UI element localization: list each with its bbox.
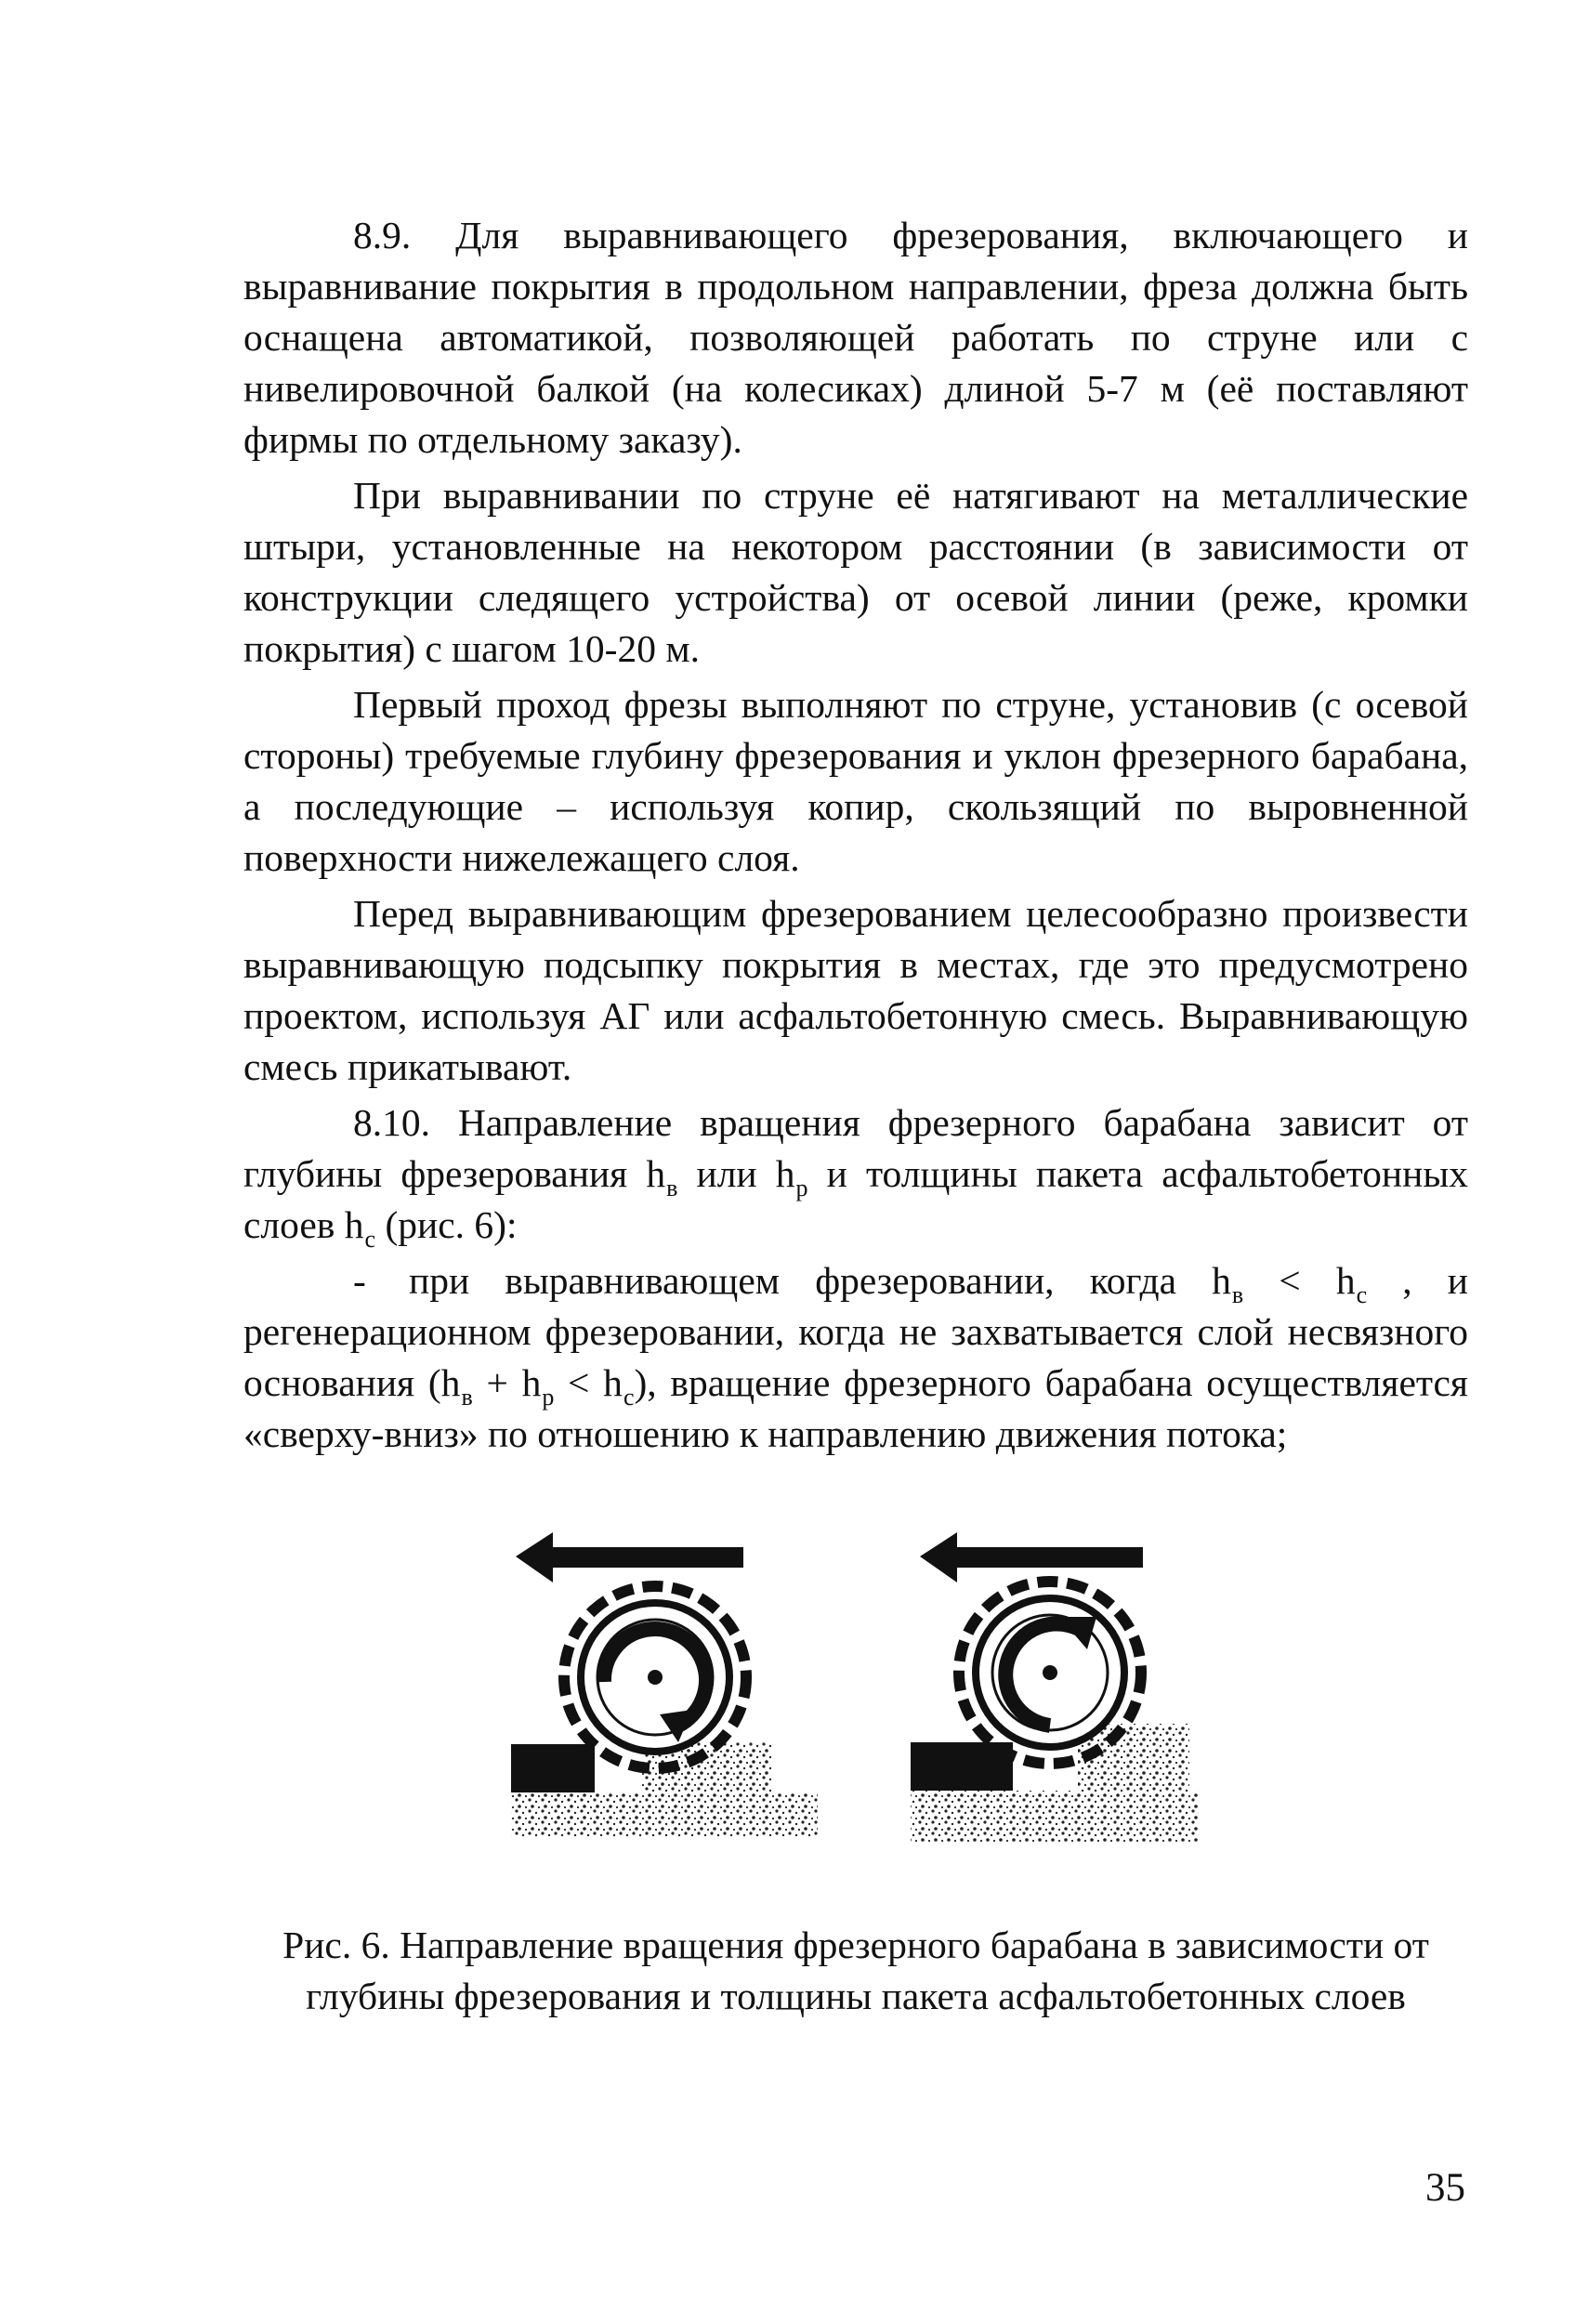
asphalt-layer	[511, 1744, 595, 1792]
direction-arrow-left-icon	[920, 1532, 1143, 1582]
paragraph-8-9: 8.9. Для выравнивающего фрезерования, включающего и выравнивание покрытия в продольном направлении, фреза должна быть оснащена автоматикой, позволяющей работать по струне или с нивелировочной балкой (на колесиках) длиной 5-7 м (её поставляют фирмы по отдельному заказу).	[243, 214, 1468, 461]
base-layer	[511, 1792, 818, 1837]
figure-caption: Рис. 6. Направление вращения фрезерного барабана в зависимости от глубины фрезерования и толщины пакета асфальтобетонных слоев	[282, 1924, 1429, 2017]
figure-6-milling-drum-rotation	[502, 1519, 1301, 1863]
drum-downcut	[511, 1532, 818, 1837]
milling-drum-icon	[959, 1582, 1141, 1764]
paragraph-leveling-fill: Перед выравнивающим фрезерованием целесообразно произвести выравнивающую подсыпку покрытия в местах, где это предусмотрено проектом, используя АГ или асфальтобетонную смесь. Выравнивающую смесь прикатывают.	[243, 892, 1468, 1088]
direction-arrow-left-icon	[516, 1532, 743, 1582]
paragraph-first-pass: Первый проход фрезы выполняют по струне, установив (с осевой стороны) требуемые глубину фрезерования и уклон фрезерного барабана, а последующие – используя копир, скользящий по выровненной поверхности нижележащего слоя.	[243, 683, 1468, 879]
drum-upcut	[911, 1532, 1199, 1843]
paragraph-string-alignment: При выравнивании по струне её натягивают на металлические штыри, установленные на некотором расстоянии (в зависимости от конструкции следящего устройства) от осевой линии (реже, кромки покрытия) с шагом 10-20 м.	[243, 474, 1468, 670]
body-text	[243, 210, 1468, 1460]
paragraph-8-10: 8.10. Направление вращения фрезерного барабана зависит от глубины фрезерования $h_в$ или $h_р$ и толщины пакета асфальтобетонных слоев $h_с$ (рис. 6):	[243, 1101, 1468, 1253]
milling-drum-icon	[564, 1586, 746, 1768]
list-item-downcut-rotation: - при выравнивающем фрезеровании, когда $h_в < h_с$ , и регенерационном фрезеровании, когда не захватывается слой несвязного основания $(h_в + h_р < h_с)$, вращение фрезерного барабана осуществляется «сверху-вниз» по отношению к направлению движения потока;	[243, 1259, 1469, 1455]
page-number: 35	[1425, 2166, 1465, 2210]
base-layer	[911, 1791, 1199, 1843]
